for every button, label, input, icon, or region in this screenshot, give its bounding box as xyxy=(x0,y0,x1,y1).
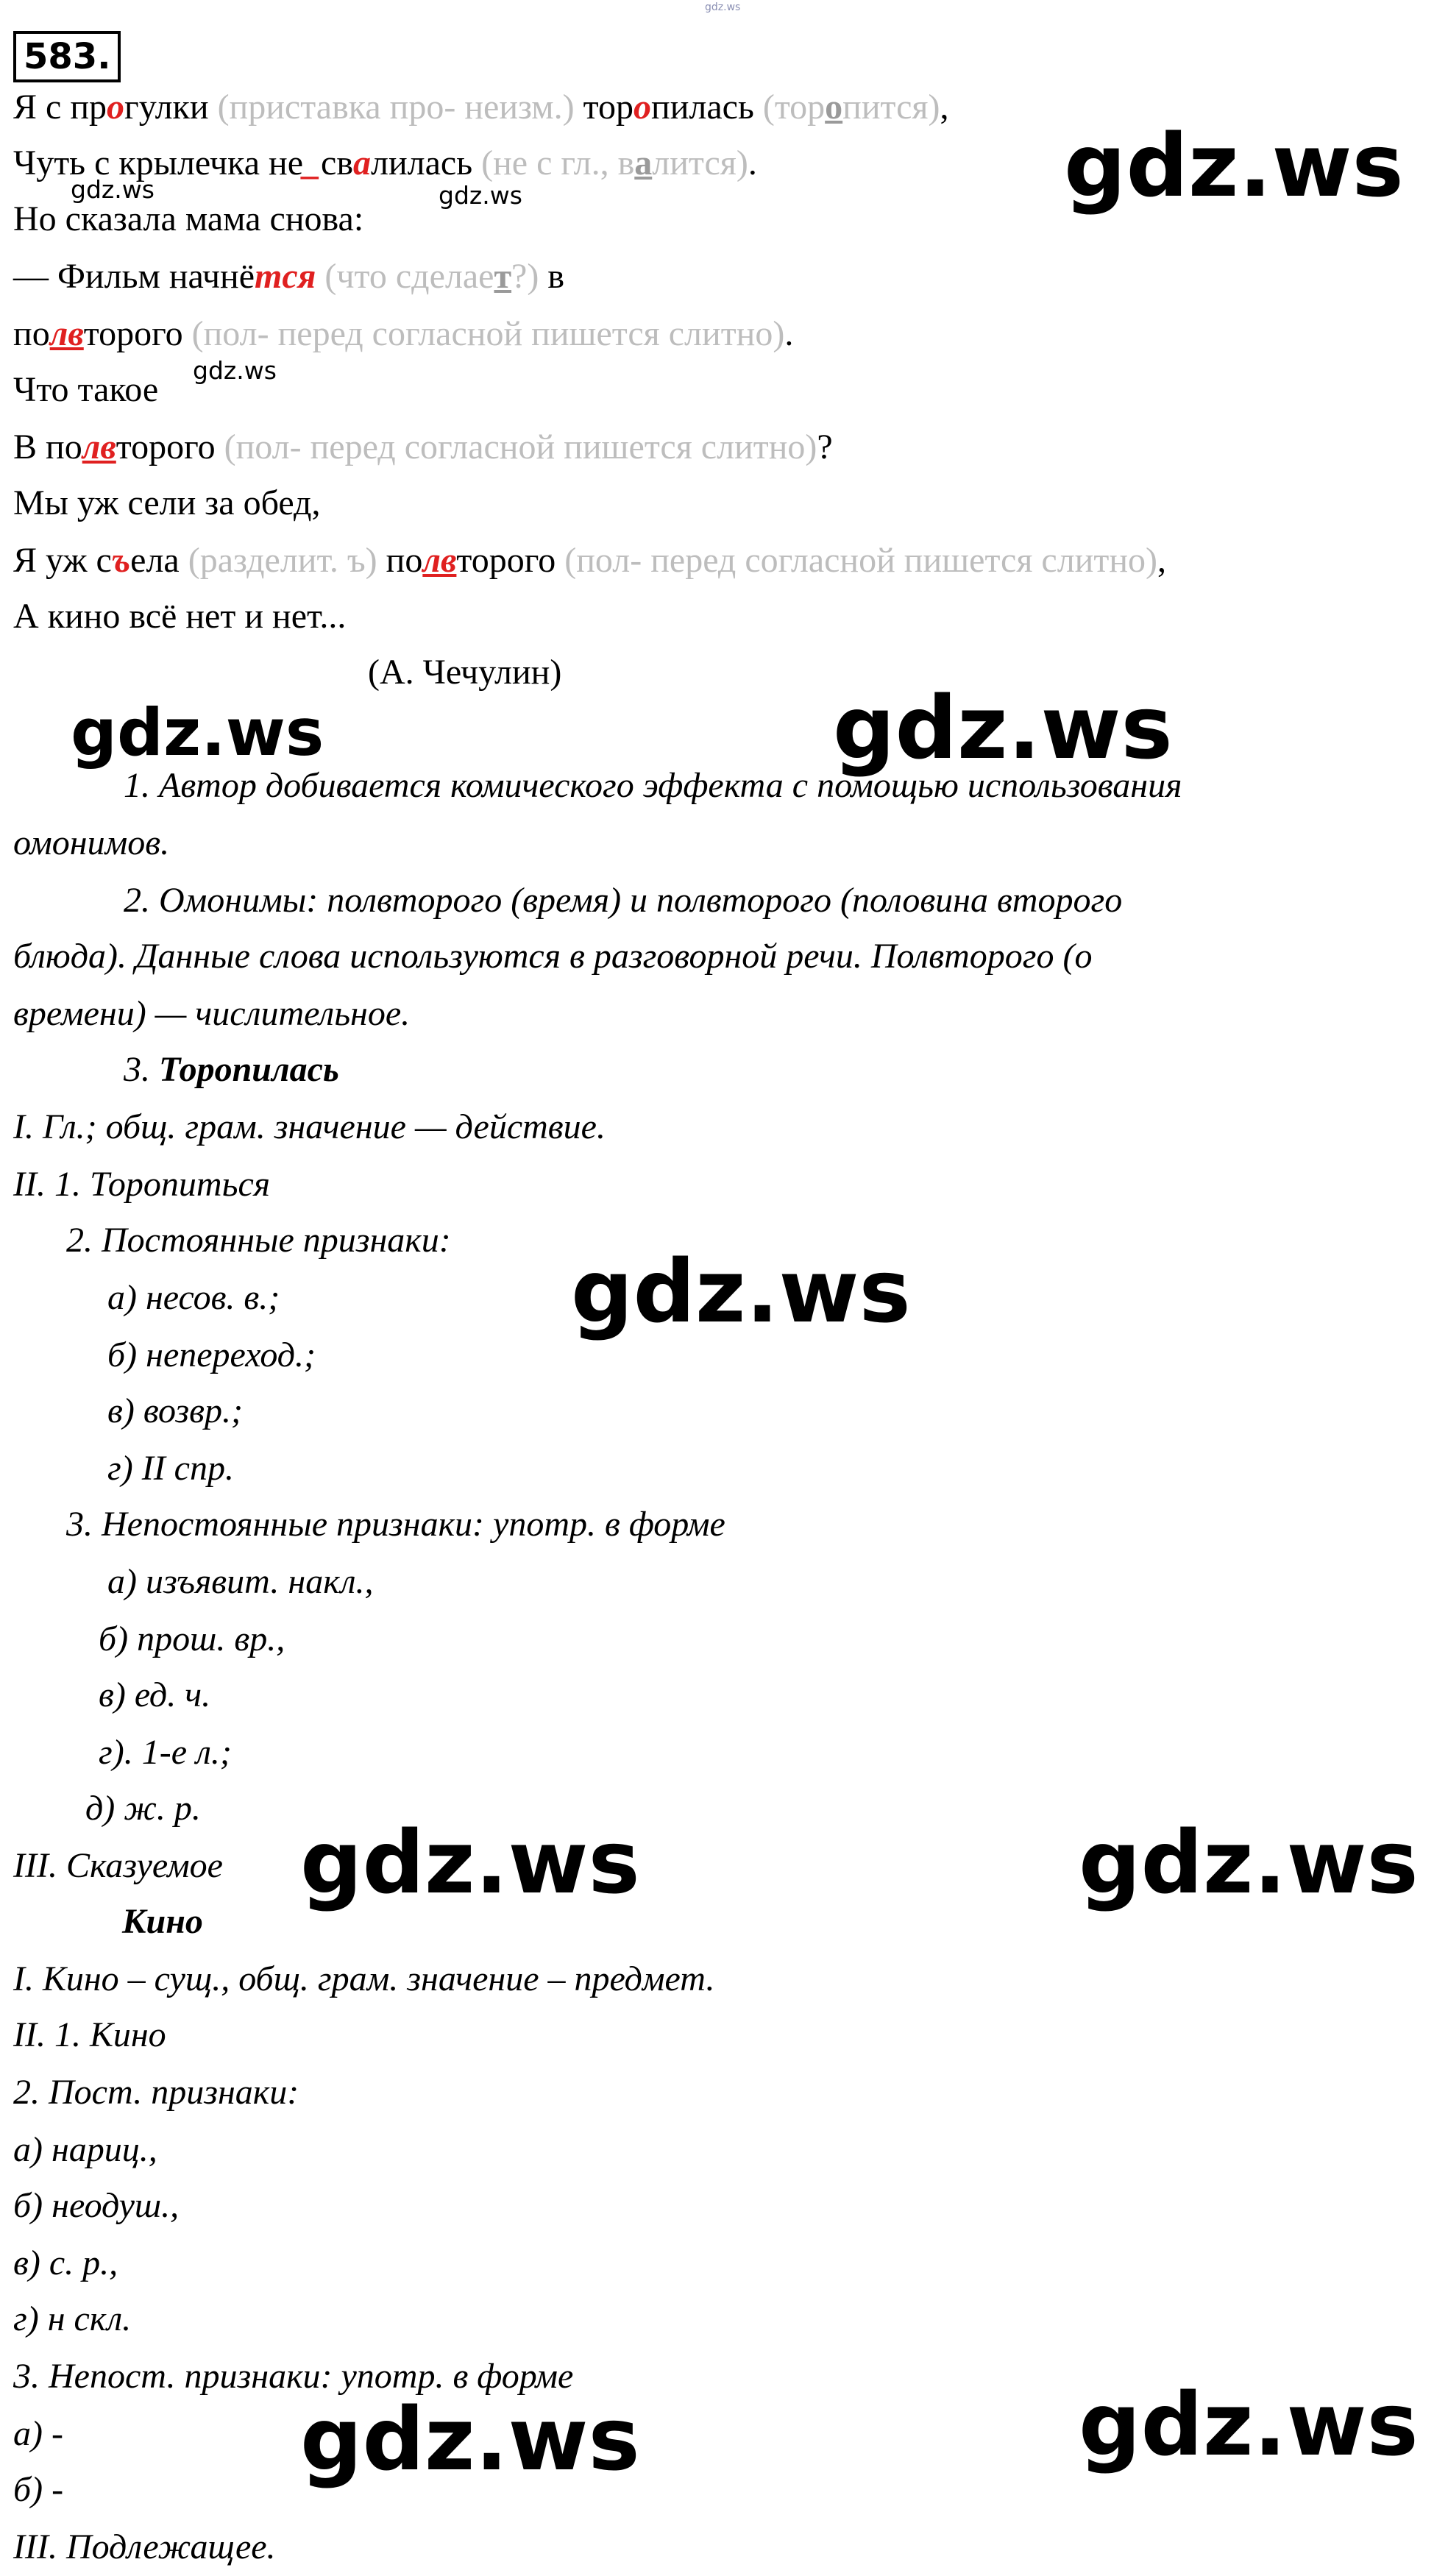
parse-line xyxy=(13,1844,223,1888)
poem-line-3 xyxy=(13,197,363,241)
text: 1. Автор добивается комического эффекта с помощью использования xyxy=(124,766,1182,805)
parse-line xyxy=(107,1389,243,1433)
text: а) изъявит. накл., xyxy=(107,1562,374,1601)
text: Но сказала мама снова: xyxy=(13,199,364,238)
hint: (тор xyxy=(762,88,826,127)
text: тор xyxy=(583,88,634,127)
hint: (не с гл., в xyxy=(481,143,635,182)
text: г) н скл. xyxy=(13,2299,132,2338)
text: (А. Чечулин) xyxy=(368,653,562,692)
highlight: лв xyxy=(422,541,457,580)
hint: лится) xyxy=(652,143,748,182)
text: 2. Омонимы: полвторого (время) и полвторого (половина второго xyxy=(124,881,1123,920)
poem-line-8 xyxy=(13,481,320,525)
poem-line-5 xyxy=(13,312,793,356)
watermark-large: gdz.ws xyxy=(571,1241,911,1342)
highlight: лв xyxy=(82,427,116,466)
text: 3. Непостоянные признаки: употр. в форме xyxy=(66,1505,725,1544)
text: б) - xyxy=(13,2470,64,2509)
hint-letter: а xyxy=(634,143,653,182)
parse-line xyxy=(99,1731,232,1775)
text: III. Сказуемое xyxy=(13,1846,223,1885)
text: ? xyxy=(817,427,833,466)
parse-line xyxy=(107,1276,280,1320)
watermark-small: gdz.ws xyxy=(193,356,277,385)
poem-line-6 xyxy=(13,368,158,412)
watermark-medium: gdz.ws xyxy=(71,695,324,770)
text: . xyxy=(784,314,794,353)
text: Что такое xyxy=(13,370,159,409)
text: 3. Непост. признаки: употр. в форме xyxy=(13,2357,574,2396)
text: пилась xyxy=(651,88,754,127)
highlight: а xyxy=(353,143,371,182)
text: В по xyxy=(13,427,82,466)
highlight: _ xyxy=(303,143,322,182)
watermark-small: gdz.ws xyxy=(71,175,155,204)
text: — Фильм начнё xyxy=(13,257,255,296)
top-tiny-watermark: gdz.ws xyxy=(705,1,741,13)
text: II. 1. Кино xyxy=(13,2015,166,2054)
text: торого xyxy=(116,427,216,466)
text: II. 1. Торопиться xyxy=(13,1165,271,1204)
text: б) непереход.; xyxy=(107,1335,316,1374)
text: а) нариц., xyxy=(13,2130,157,2169)
parse-line xyxy=(13,2071,299,2115)
text: I. Гл.; общ. грам. значение — действие. xyxy=(13,1107,606,1146)
text: в) ед. ч. xyxy=(99,1675,211,1714)
hint: (приставка про- неизм.) xyxy=(217,88,575,127)
text: гулки xyxy=(124,88,209,127)
text: времени) — числительное. xyxy=(13,994,411,1033)
highlight: ъ xyxy=(111,541,131,580)
watermark-large: gdz.ws xyxy=(300,2388,640,2490)
text: 2. Пост. признаки: xyxy=(13,2073,299,2112)
watermark-large: gdz.ws xyxy=(300,1812,640,1913)
parse-line xyxy=(66,1218,451,1263)
parse-line xyxy=(13,2468,63,2512)
parse-line xyxy=(107,1447,234,1491)
text: по xyxy=(386,541,423,580)
text: д) ж. р. xyxy=(85,1789,201,1828)
analysis-paragraph-1-cont xyxy=(13,821,169,865)
text: , xyxy=(940,88,949,127)
text: в) возвр.; xyxy=(107,1391,243,1430)
text: лилась xyxy=(371,143,473,182)
hint-letter: т xyxy=(494,257,512,296)
word-heading: Торопилась xyxy=(159,1050,339,1089)
highlight: тся xyxy=(255,257,316,296)
analysis-heading-3 xyxy=(124,1048,339,1092)
hint: пится) xyxy=(842,88,940,127)
poem-line-10 xyxy=(13,595,346,639)
kino-heading xyxy=(122,1900,203,1944)
parse-line xyxy=(13,1957,714,2001)
text: а) несов. в.; xyxy=(107,1278,280,1317)
hint: (пол- перед согласной пишется слитно) xyxy=(191,314,785,353)
watermark-large: gdz.ws xyxy=(1079,2374,1419,2475)
watermark-large: gdz.ws xyxy=(1079,1812,1419,1913)
text: Я уж с xyxy=(13,541,112,580)
text: ела xyxy=(130,541,180,580)
analysis-paragraph-1 xyxy=(124,764,1182,808)
parse-line xyxy=(13,2184,179,2228)
text: Мы уж сели за обед, xyxy=(13,483,321,522)
text: 3. xyxy=(124,1050,150,1089)
text: Я с пр xyxy=(13,88,107,127)
text: а) - xyxy=(13,2414,63,2453)
parse-line xyxy=(13,2412,63,2456)
text: 2. Постоянные признаки: xyxy=(66,1221,451,1260)
text: . xyxy=(748,143,757,182)
parse-line xyxy=(99,1673,210,1717)
exercise-number-box xyxy=(13,31,121,82)
text: в) с. р., xyxy=(13,2243,118,2282)
parse-line xyxy=(13,2297,131,2341)
analysis-paragraph-2-cont xyxy=(13,934,1092,979)
highlight: о xyxy=(107,88,125,127)
analysis-paragraph-2 xyxy=(124,879,1122,923)
text: по xyxy=(13,314,50,353)
poem-author xyxy=(368,650,561,695)
parse-line xyxy=(13,1105,606,1149)
poem-line-4 xyxy=(13,255,564,299)
parse-line xyxy=(13,2241,118,2285)
word-heading: Кино xyxy=(122,1902,203,1941)
watermark-large: gdz.ws xyxy=(1064,115,1404,216)
text: б) прош. вр., xyxy=(99,1619,285,1658)
text: б) неодуш., xyxy=(13,2186,180,2225)
watermark-large: gdz.ws xyxy=(833,677,1173,778)
parse-line xyxy=(99,1617,285,1661)
text: , xyxy=(1157,541,1166,580)
text: Чуть с крылечка не xyxy=(13,143,304,182)
parse-line xyxy=(85,1786,201,1831)
text: омонимов. xyxy=(13,823,170,862)
parse-line xyxy=(13,2525,276,2569)
highlight: о xyxy=(634,88,651,127)
poem-line-9 xyxy=(13,539,1166,583)
text: в xyxy=(547,257,565,296)
hint: (разделит. ъ) xyxy=(188,541,377,580)
text: торого xyxy=(456,541,556,580)
parse-line xyxy=(107,1333,316,1377)
text: г). 1-е л.; xyxy=(99,1733,232,1772)
parse-line xyxy=(107,1560,374,1604)
hint: (пол- перед согласной пишется слитно) xyxy=(564,541,1157,580)
parse-line xyxy=(13,2013,166,2057)
analysis-paragraph-2-cont2 xyxy=(13,992,410,1036)
text: св xyxy=(321,143,353,182)
hint: ?) xyxy=(511,257,539,296)
hint-letter: о xyxy=(825,88,843,127)
text: I. Кино – сущ., общ. грам. значение – предмет. xyxy=(13,1959,715,1998)
hint: (пол- перед согласной пишется слитно) xyxy=(224,427,817,466)
exercise-number: 583. xyxy=(24,36,111,77)
parse-line xyxy=(13,2128,157,2172)
text: А кино всё нет и нет... xyxy=(13,597,347,636)
highlight: лв xyxy=(49,314,84,353)
poem-line-7 xyxy=(13,425,833,469)
hint: (что сделае xyxy=(324,257,494,296)
text: г) II спр. xyxy=(107,1449,234,1488)
text: торого xyxy=(83,314,183,353)
parse-line xyxy=(66,1502,725,1547)
parse-line xyxy=(13,1163,270,1207)
watermark-small: gdz.ws xyxy=(439,181,522,210)
text: III. Подлежащее. xyxy=(13,2527,276,2566)
text: блюда). Данные слова используются в разговорной речи. Полвторого (о xyxy=(13,937,1093,976)
poem-line-1 xyxy=(13,85,948,129)
